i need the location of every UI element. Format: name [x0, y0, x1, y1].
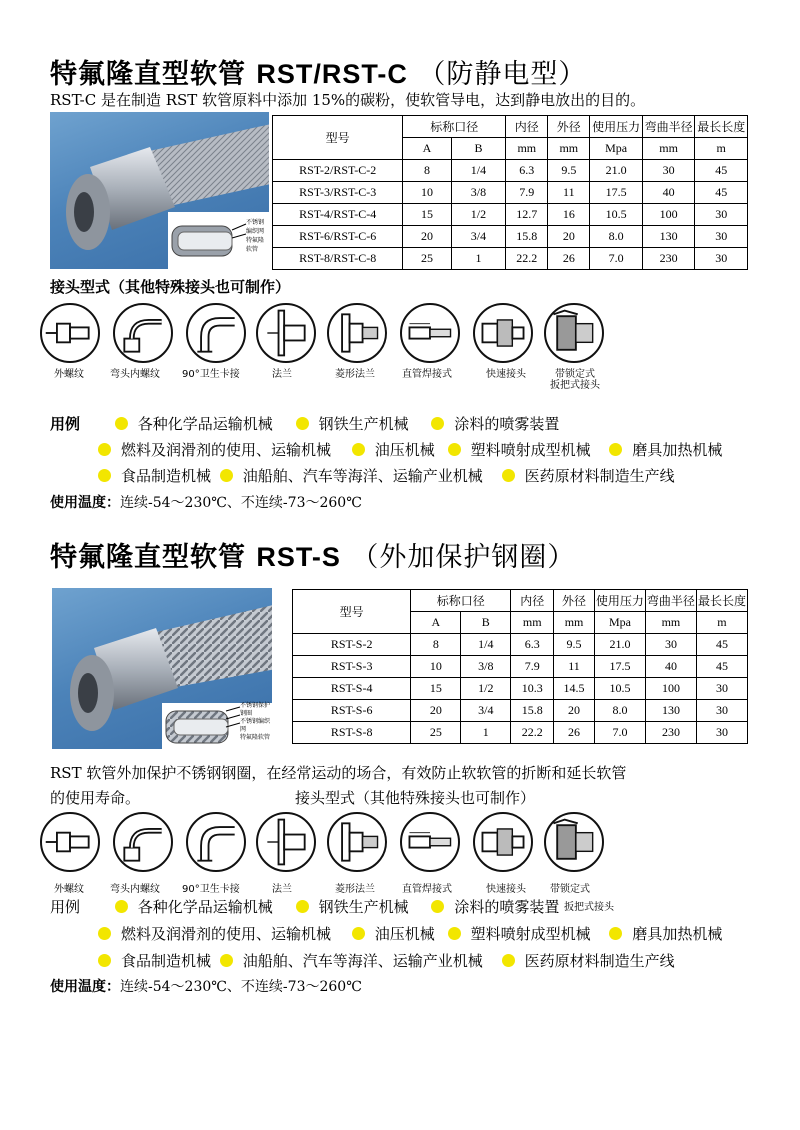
uses-line [94, 465, 675, 486]
table-cell: 17.5 [590, 182, 643, 204]
table-cell: 20 [548, 226, 590, 248]
table-row [293, 634, 748, 656]
fitting-label: 带锁定式 扳把式接头 [550, 369, 600, 391]
table-cell: 9.5 [554, 634, 595, 656]
model-cell: RST-4/RST-C-4 [273, 204, 403, 226]
use-item: 油压机械 [374, 441, 435, 459]
fitting-label: 外螺纹 [54, 884, 84, 895]
subheader-maxlen: m [695, 138, 748, 160]
bullet-icon [115, 900, 128, 913]
bullet-icon [352, 443, 365, 456]
spec-table-1 [272, 115, 748, 270]
photo-label: 不锈钢保护钢圈 [240, 702, 271, 717]
table-cell: 25 [411, 722, 461, 744]
use-item: 涂料的喷雾装置 [454, 898, 560, 916]
table-row [293, 678, 748, 700]
uses-line [94, 950, 675, 971]
table-cell: 1/2 [461, 678, 511, 700]
use-item: 塑料喷射成型机械 [470, 441, 591, 459]
table-cell: 15 [403, 204, 451, 226]
table-cell: 20 [554, 700, 595, 722]
use-item: 燃料及润滑剂的使用、运输机械 [121, 925, 332, 943]
photo-label: 特氟隆软管 [246, 237, 265, 253]
temp-label: 使用温度： [50, 979, 120, 995]
table-cell: 14.5 [554, 678, 595, 700]
table-cell: 7.0 [594, 722, 645, 744]
fitting-label: 直管焊接式 [402, 369, 452, 380]
table-cell: 8 [403, 160, 451, 182]
subheader-pressure: Mpa [594, 612, 645, 634]
model-cell: RST-S-4 [293, 678, 411, 700]
bullet-icon [352, 927, 365, 940]
title-en: RST/RST-C [256, 59, 408, 89]
table-cell: 30 [642, 160, 695, 182]
table-cell: 230 [642, 248, 695, 270]
section2-description-line2: 的使用寿命。 [50, 789, 141, 807]
table-cell: 25 [403, 248, 451, 270]
model-cell: RST-6/RST-C-6 [273, 226, 403, 248]
section2-description-line1: RST 软管外加保护不锈钢钢圈，在经常运动的场合，有效防止软软管的折断和延长软管 [50, 764, 627, 782]
fitting-icon [327, 303, 387, 363]
bullet-icon [502, 469, 515, 482]
temp-value: 连续-54～230℃、不连续-73～260℃ [120, 979, 362, 995]
hose-cross-section [162, 703, 272, 749]
hose-photo [50, 112, 269, 269]
hose-photo [52, 588, 272, 749]
use-item: 医药原材料制造生产线 [524, 467, 675, 485]
fitting-icon [113, 812, 173, 872]
subheader-a: A [411, 612, 461, 634]
table-cell: 40 [645, 656, 696, 678]
table-cell: 15.8 [511, 700, 554, 722]
subheader-maxlen: m [696, 612, 747, 634]
header-outer: 外径 [548, 116, 590, 138]
table-cell: 30 [695, 248, 748, 270]
fittings-title-1: 接头型式（其他特殊接头也可制作） [50, 278, 291, 296]
table-row [273, 160, 748, 182]
model-cell: RST-3/RST-C-3 [273, 182, 403, 204]
fitting-label: 弯头内螺纹 [110, 884, 160, 895]
table-cell: 40 [642, 182, 695, 204]
operating-temperature [50, 976, 362, 996]
table-cell: 10.5 [590, 204, 643, 226]
fitting-icon [544, 812, 604, 872]
header-pressure: 使用压力 [590, 116, 643, 138]
table-row [293, 656, 748, 678]
table-cell: 16 [548, 204, 590, 226]
fitting-label: 菱形法兰 [335, 884, 375, 895]
uses-line [94, 923, 722, 944]
subheader-bend: mm [642, 138, 695, 160]
bullet-icon [448, 443, 461, 456]
table-cell: 10.3 [511, 678, 554, 700]
fitting-label: 扳把式接头 [564, 902, 614, 913]
use-item: 磨具加热机械 [632, 441, 723, 459]
bullet-icon [115, 417, 128, 430]
fitting-icon [473, 303, 533, 363]
table-row [273, 182, 748, 204]
fitting-label: 90°卫生卡接 [182, 884, 240, 895]
fittings-row-1 [40, 303, 640, 393]
section2-title [50, 535, 575, 574]
header-nominal: 标称口径 [403, 116, 506, 138]
fitting-label: 90°卫生卡接 [182, 369, 240, 380]
hose-cross-section [168, 212, 269, 269]
bullet-icon [448, 927, 461, 940]
model-cell: RST-S-8 [293, 722, 411, 744]
table-cell: 45 [696, 634, 747, 656]
bullet-icon [98, 954, 111, 967]
table-cell: 7.9 [511, 656, 554, 678]
fitting-label: 法兰 [272, 884, 292, 895]
section1-description: RST-C 是在制造 RST 软管原料中添加 15%的碳粉，使软管导电，达到静电放出的目的。 [50, 91, 646, 109]
table-cell: 15.8 [506, 226, 548, 248]
fitting-icon [40, 303, 100, 363]
use-item: 食品制造机械 [121, 952, 212, 970]
fitting-icon [256, 303, 316, 363]
table-cell: 130 [645, 700, 696, 722]
table-cell: 22.2 [506, 248, 548, 270]
section1-title [50, 52, 586, 91]
fitting-label: 带锁定式 [550, 884, 590, 895]
table-cell: 21.0 [594, 634, 645, 656]
table-cell: 30 [696, 678, 747, 700]
table-cell: 20 [411, 700, 461, 722]
bullet-icon [220, 954, 233, 967]
table-cell: 30 [645, 634, 696, 656]
header-pressure: 使用压力 [594, 590, 645, 612]
table-row [273, 204, 748, 226]
table-cell: 1/4 [461, 634, 511, 656]
header-model: 型号 [273, 116, 403, 160]
operating-temperature [50, 492, 362, 512]
fitting-icon [186, 303, 246, 363]
table-cell: 1/2 [451, 204, 506, 226]
table-cell: 45 [695, 182, 748, 204]
table-cell: 10 [403, 182, 451, 204]
bullet-icon [220, 469, 233, 482]
fitting-icon [473, 812, 533, 872]
title-en: RST-S [256, 542, 341, 572]
use-item: 油压机械 [374, 925, 435, 943]
bullet-icon [609, 443, 622, 456]
bullet-icon [296, 900, 309, 913]
table-cell: 30 [695, 204, 748, 226]
header-maxlen: 最长长度 [696, 590, 747, 612]
header-inner: 内径 [511, 590, 554, 612]
header-bend: 弯曲半径 [645, 590, 696, 612]
subheader-bend: mm [645, 612, 696, 634]
use-item: 燃料及润滑剂的使用、运输机械 [121, 441, 332, 459]
table-cell: 230 [645, 722, 696, 744]
title-paren: （防静电型） [418, 59, 587, 90]
use-item: 钢铁生产机械 [318, 898, 409, 916]
uses-line [50, 896, 559, 917]
fitting-icon [544, 303, 604, 363]
use-item: 塑料喷射成型机械 [470, 925, 591, 943]
table-cell: 1/4 [451, 160, 506, 182]
use-item: 油船舶、汽车等海洋、运输产业机械 [242, 952, 483, 970]
uses-label: 用例 [50, 898, 81, 916]
use-item: 各种化学品运输机械 [137, 415, 273, 433]
table-cell: 6.3 [506, 160, 548, 182]
header-maxlen: 最长长度 [695, 116, 748, 138]
subheader-inner: mm [511, 612, 554, 634]
table-cell: 1 [451, 248, 506, 270]
table-cell: 45 [696, 656, 747, 678]
fitting-label: 快速接头 [486, 884, 526, 895]
bullet-icon [98, 469, 111, 482]
bullet-icon [98, 443, 111, 456]
fitting-icon [40, 812, 100, 872]
table-cell: 12.7 [506, 204, 548, 226]
table-row [273, 226, 748, 248]
table-row [273, 248, 748, 270]
subheader-b: B [451, 138, 506, 160]
bullet-icon [431, 417, 444, 430]
photo-label: 不锈钢编织网 [246, 219, 265, 235]
table-cell: 10 [411, 656, 461, 678]
use-item: 各种化学品运输机械 [137, 898, 273, 916]
table-cell: 15 [411, 678, 461, 700]
title-cn: 特氟隆直型软管 [50, 59, 246, 90]
temp-label: 使用温度： [50, 495, 120, 511]
title-paren: （外加保护钢圈） [351, 542, 576, 573]
table-cell: 6.3 [511, 634, 554, 656]
table-cell: 7.0 [590, 248, 643, 270]
table-cell: 3/4 [461, 700, 511, 722]
uses-line [50, 413, 559, 434]
table-cell: 26 [548, 248, 590, 270]
table-row [293, 700, 748, 722]
fitting-icon [400, 303, 460, 363]
photo-label: 不锈钢编织网 [240, 718, 271, 733]
subheader-outer: mm [548, 138, 590, 160]
fitting-icon [327, 812, 387, 872]
table-cell: 22.2 [511, 722, 554, 744]
header-bend: 弯曲半径 [642, 116, 695, 138]
table-cell: 45 [695, 160, 748, 182]
model-cell: RST-S-3 [293, 656, 411, 678]
fitting-icon [113, 303, 173, 363]
table-cell: 3/8 [451, 182, 506, 204]
use-item: 油船舶、汽车等海洋、运输产业机械 [242, 467, 483, 485]
bullet-icon [431, 900, 444, 913]
table-cell: 30 [696, 700, 747, 722]
header-model: 型号 [293, 590, 411, 634]
table-cell: 130 [642, 226, 695, 248]
table-cell: 20 [403, 226, 451, 248]
fitting-label: 菱形法兰 [335, 369, 375, 380]
table-cell: 8.0 [594, 700, 645, 722]
temp-value: 连续-54～230℃、不连续-73～260℃ [120, 495, 362, 511]
fitting-icon [400, 812, 460, 872]
table-cell: 8 [411, 634, 461, 656]
table-cell: 8.0 [590, 226, 643, 248]
bullet-icon [296, 417, 309, 430]
spec-table-2 [292, 589, 748, 744]
table-row [293, 722, 748, 744]
table-cell: 30 [696, 722, 747, 744]
fitting-label: 外螺纹 [54, 369, 84, 380]
table-cell: 7.9 [506, 182, 548, 204]
table-cell: 11 [548, 182, 590, 204]
title-cn: 特氟隆直型软管 [50, 542, 246, 573]
model-cell: RST-8/RST-C-8 [273, 248, 403, 270]
model-cell: RST-S-6 [293, 700, 411, 722]
table-cell: 26 [554, 722, 595, 744]
table-cell: 100 [645, 678, 696, 700]
subheader-b: B [461, 612, 511, 634]
subheader-pressure: Mpa [590, 138, 643, 160]
bullet-icon [98, 927, 111, 940]
bullet-icon [609, 927, 622, 940]
uses-line [94, 439, 722, 460]
model-cell: RST-S-2 [293, 634, 411, 656]
fittings-title-2: 接头型式（其他特殊接头也可制作） [295, 789, 536, 807]
subheader-a: A [403, 138, 451, 160]
model-cell: RST-2/RST-C-2 [273, 160, 403, 182]
photo-label: 特氟隆软管 [240, 734, 271, 741]
table-cell: 1 [461, 722, 511, 744]
fitting-label: 弯头内螺纹 [110, 369, 160, 380]
bullet-icon [502, 954, 515, 967]
use-item: 磨具加热机械 [632, 925, 723, 943]
table-cell: 3/8 [461, 656, 511, 678]
header-outer: 外径 [554, 590, 595, 612]
use-item: 医药原材料制造生产线 [524, 952, 675, 970]
subheader-outer: mm [554, 612, 595, 634]
header-inner: 内径 [506, 116, 548, 138]
table-cell: 3/4 [451, 226, 506, 248]
table-cell: 9.5 [548, 160, 590, 182]
use-item: 钢铁生产机械 [318, 415, 409, 433]
fitting-icon [256, 812, 316, 872]
fitting-icon [186, 812, 246, 872]
table-cell: 30 [695, 226, 748, 248]
fitting-label: 快速接头 [486, 369, 526, 380]
header-nominal: 标称口径 [411, 590, 511, 612]
use-item: 食品制造机械 [121, 467, 212, 485]
fitting-label: 法兰 [272, 369, 292, 380]
use-item: 涂料的喷雾装置 [454, 415, 560, 433]
subheader-inner: mm [506, 138, 548, 160]
table-cell: 21.0 [590, 160, 643, 182]
table-cell: 17.5 [594, 656, 645, 678]
table-cell: 100 [642, 204, 695, 226]
fitting-label: 直管焊接式 [402, 884, 452, 895]
uses-label: 用例 [50, 415, 81, 433]
table-cell: 10.5 [594, 678, 645, 700]
table-cell: 11 [554, 656, 595, 678]
